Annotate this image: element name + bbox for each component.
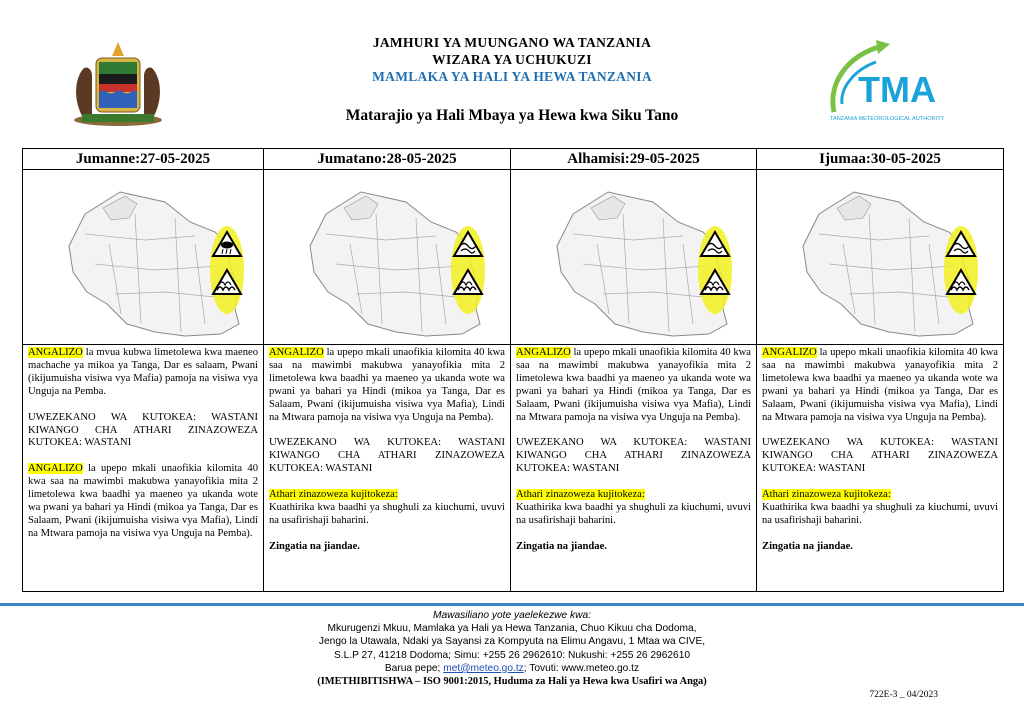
address-line: S.L.P 27, 41218 Dodoma; Simu: +255 26 2962610: Nukushi: +255 26 2962610: [333, 649, 691, 661]
email-web-line: [0, 662, 1024, 675]
address-line: Mkurugenzi Mkuu, Mamlaka ya Hali ya Hewa Tanzania, Chuo Kikuu cha Dodoma,: [327, 623, 697, 635]
warning-highlight: ANGALIZO: [28, 463, 83, 475]
likelihood-text: UWEZEKANO WA KUTOKEA: WASTANI KIWANGO CHA ATHARI ZINAZOWEZA KUTOKEA: WASTANI: [516, 437, 751, 475]
warning-highlight: ANGALIZO: [269, 347, 324, 358]
contact-title: Mawasiliano yote yaelekezwe kwa:: [433, 610, 591, 621]
forecast-text-row: [23, 345, 1004, 592]
warning-text: la upepo mkali unaofikia kilomita 40 kwa saa na mawimbi makubwa yanayofikia mita 2 limetolewa kwa baadhi ya maeneo ya ukanda wote wa pwani ya bahari ya Hindi (mikoa ya Tanga, Dar es Salaam, Pwani (ikijumuisha visiwa vya Mafia), Lindi na Mtwara pamoja na visiwa vya Unguja na Pemba).: [516, 347, 751, 423]
warning-text: la mvua kubwa limetolewa kwa maeneo machache ya mikoa ya Tanga, Dar es salaam, Pwani (ikijumuisha visiwa vya Mafia) pamoja na visiwa vya Unguja na Pemba.: [28, 347, 258, 397]
warning-highlight: ANGALIZO: [516, 347, 571, 358]
impacts-text: Kuathirika kwa baadhi ya shughuli za kiuchumi, uvuvi na usafirishaji baharini.: [516, 502, 751, 526]
day-header: Ijumaa:30-05-2025: [757, 149, 1004, 170]
contact-footer: [0, 609, 1024, 688]
ministry-name: WIZARA YA UCHUKUZI: [432, 52, 592, 67]
republic-name: JAMHURI YA MUUNGANO WA TANZANIA: [372, 35, 652, 50]
likelihood-text: UWEZEKANO WA KUTOKEA: WASTANI KIWANGO CHA ATHARI ZINAZOWEZA KUTOKEA: WASTANI: [28, 411, 258, 449]
tanzania-map: [264, 170, 511, 344]
day-header: Alhamisi:29-05-2025: [511, 149, 757, 170]
forecast-text-cell: [264, 345, 511, 592]
tma-logo-subtitle: TANZANIA METEOROLOGICAL AUTHORITY: [830, 116, 945, 122]
tanzania-map: [23, 170, 264, 344]
warning-highlight: ANGALIZO: [762, 347, 817, 358]
forecast-map-cell: [264, 170, 511, 345]
iso-certification: (IMETHIBITISHWA – ISO 9001:2015, Huduma za Hali ya Hewa kwa Usafiri wa Anga): [317, 676, 707, 688]
email-link[interactable]: met@meteo.go.tz: [443, 662, 524, 674]
day-header: Jumatano:28-05-2025: [264, 149, 511, 170]
forecast-text-cell: [757, 345, 1004, 592]
impacts-text: Kuathirika kwa baadhi ya shughuli za kiuchumi, uvuvi na usafirishaji baharini.: [269, 502, 505, 526]
warning-highlight: ANGALIZO: [28, 347, 83, 358]
address-line: Jengo la Utawala, Ndaki ya Sayansi za Kompyuta na Elimu Angavu, 1 Mtaa wa CIVE,: [318, 636, 706, 648]
forecast-map-cell: [511, 170, 757, 345]
warning-text: la upepo mkali unaofikia kilomita 40 kwa saa na mawimbi makubwa yanayofikia mita 2 limetolewa kwa baadhi ya maeneo ya ukanda wote wa pwani ya bahari ya Hindi (mikoa ya Tanga, Dar es Salaam, Pwani (ikijumuisha visiwa vya Mafia), Lindi na Mtwara pamoja na visiwa vya Unguja na Pemba).: [28, 463, 258, 539]
warning-text: la upepo mkali unaofikia kilomita 40 kwa saa na mawimbi makubwa yanayofikia mita 2 limetolewa kwa baadhi ya maeneo ya ukanda wote wa pwani ya bahari ya Hindi (mikoa ya Tanga, Dar es Salaam, Pwani (ikijumuisha visiwa vya Mafia), Lindi na Mtwara pamoja na visiwa vya Unguja na Pemba).: [762, 347, 998, 423]
email-label: Barua pepe;: [384, 662, 444, 674]
advice-text: Zingatia na jiandae.: [516, 540, 607, 552]
forecast-text-cell: [23, 345, 264, 592]
forecast-map-cell: [757, 170, 1004, 345]
impacts-text: Kuathirika kwa baadhi ya shughuli za kiuchumi, uvuvi na usafirishaji baharini.: [762, 502, 998, 526]
authority-name: MAMLAKA YA HALI YA HEWA TANZANIA: [372, 69, 652, 84]
advice-text: Zingatia na jiandae.: [762, 540, 853, 552]
impacts-label: Athari zinazoweza kujitokeza:: [516, 489, 645, 501]
impacts-label: Athari zinazoweza kujitokeza:: [762, 489, 891, 501]
tanzania-map: [757, 170, 1004, 344]
impacts-label: Athari zinazoweza kujitokeza:: [269, 489, 398, 501]
website-text: ; Tovuti: www.meteo.go.tz: [523, 662, 640, 674]
likelihood-text: UWEZEKANO WA KUTOKEA: WASTANI KIWANGO CHA ATHARI ZINAZOWEZA KUTOKEA: WASTANI: [269, 437, 505, 475]
advice-text: Zingatia na jiandae.: [269, 540, 360, 552]
warning-text: la upepo mkali unaofikia kilomita 40 kwa saa na mawimbi makubwa yanayofikia mita 2 limetolewa kwa baadhi ya maeneo ya ukanda wote wa pwani ya bahari ya Hindi (mikoa ya Tanga, Dar es Salaam, Pwani (ikijumuisha visiwa vya Mafia), Lindi na Mtwara pamoja na visiwa vya Unguja na Pemba).: [269, 347, 505, 423]
likelihood-text: UWEZEKANO WA KUTOKEA: WASTANI KIWANGO CHA ATHARI ZINAZOWEZA KUTOKEA: WASTANI: [762, 437, 998, 475]
forecast-table: [22, 148, 1004, 592]
document-code: 722E-3 _ 04/2023: [869, 690, 938, 700]
tanzania-map: [511, 170, 757, 344]
forecast-text-cell: [511, 345, 757, 592]
forecast-map-row: [23, 170, 1004, 345]
footer-separator: [0, 603, 1024, 606]
tma-logo-text: TMA: [858, 69, 936, 110]
page-title: Matarajio ya Hali Mbaya ya Hewa kwa Siku Tano: [345, 107, 679, 124]
day-header: Jumanne:27-05-2025: [23, 149, 264, 170]
forecast-map-cell: [23, 170, 264, 345]
forecast-date-row: [23, 149, 1004, 170]
